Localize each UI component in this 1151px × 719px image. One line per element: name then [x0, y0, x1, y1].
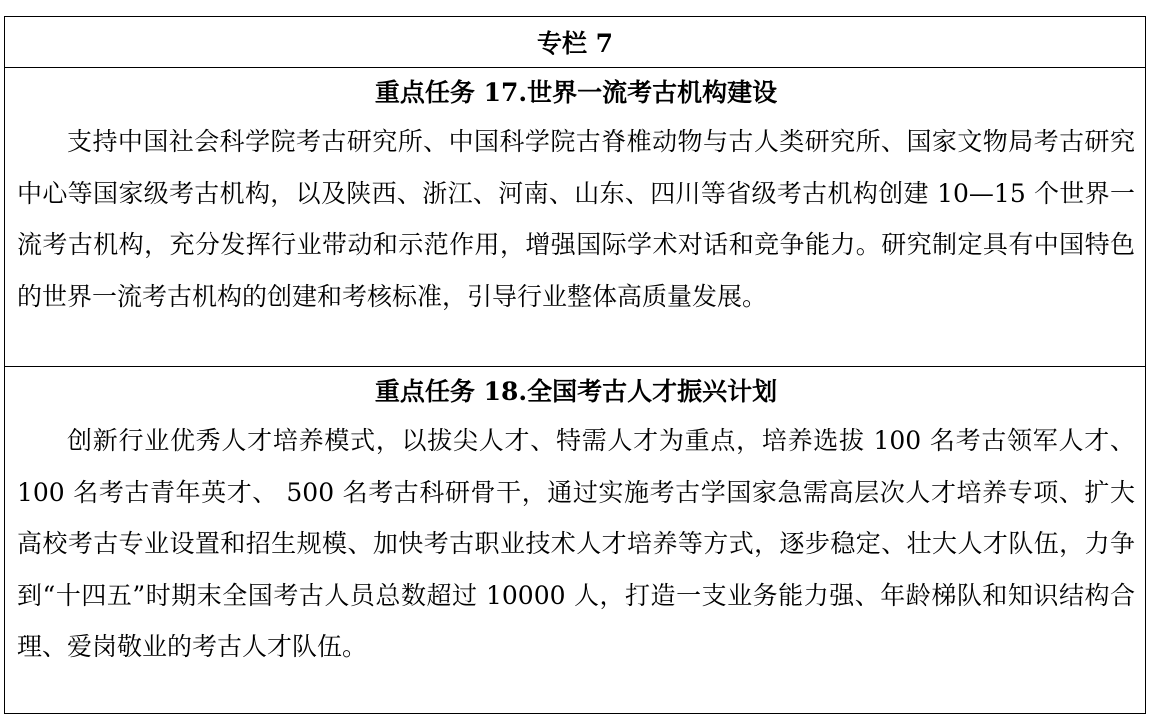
column-header: [5, 17, 1145, 68]
task-title-17: 重点任务 17.世界一流考古机构建设: [374, 78, 778, 107]
task-section-17: [5, 68, 1145, 367]
task-section-18: [5, 367, 1145, 712]
column-title: 专栏 7: [536, 29, 614, 58]
task-body-17: 支持中国社会科学院考古研究所、中国科学院古脊椎动物与古人类研究所、国家文物局考古研究中心等国家级考古机构，以及陕西、浙江、河南、山东、四川等省级考古机构创建 10—15 个世界一流考古机构，充分发挥行业带动和示范作用，增强国际学术对话和竞争能力。研究制定具有中国特色的世界一流考古机构的创建和考核标准，引导行业整体高质量发展。: [17, 127, 1135, 311]
task-body-18: 创新行业优秀人才培养模式，以拔尖人才、特需人才为重点，培养选拔 100 名考古领军人才、100 名考古青年英才、 500 名考古科研骨干，通过实施考古学国家急需高层次人才培养专项、扩大高校考古专业设置和招生规模、加快考古职业技术人才培养等方式，逐步稳定、壮大人才队伍，力争到“十四五”时期末全国考古人员总数超过 10000 人，打造一支业务能力强、年龄梯队和知识结构合理、爱岗敬业的考古人才队伍。: [17, 426, 1135, 661]
task-title-18: 重点任务 18.全国考古人才振兴计划: [374, 377, 778, 406]
column-box: [4, 16, 1146, 714]
